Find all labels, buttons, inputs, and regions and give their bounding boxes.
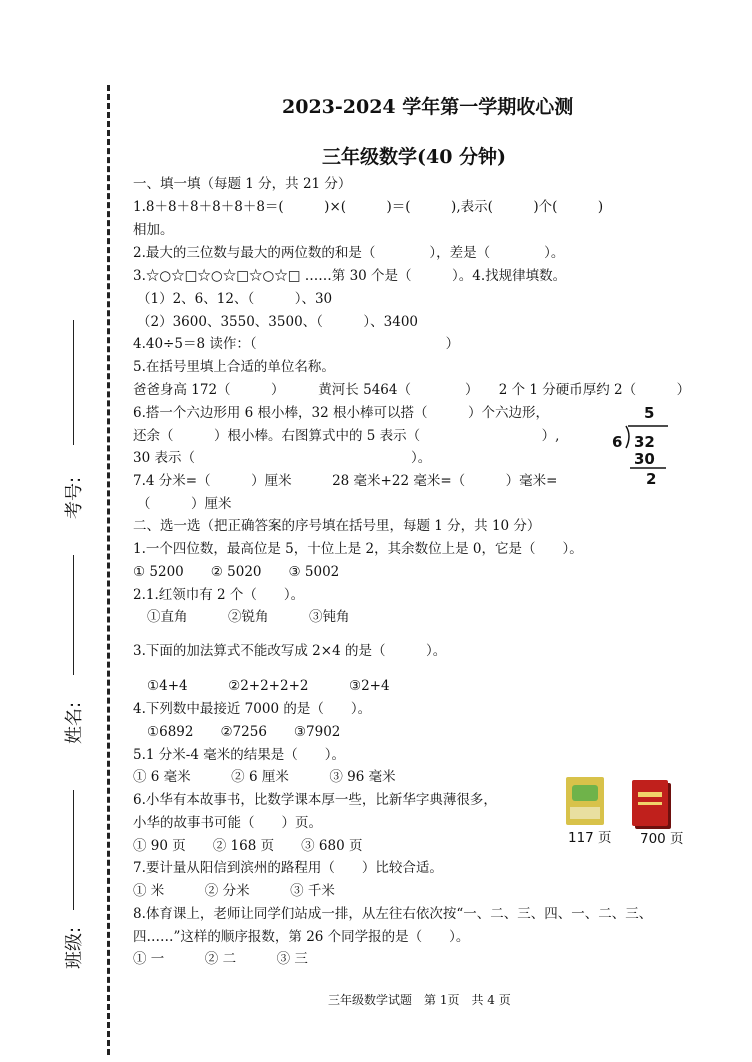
question-line: 4.下列数中最接近 7000 的是（ ）。 [133, 701, 372, 717]
question-line: 8.体育课上，老师让同学们站成一排，从左往右依次按“一、二、三、四、一、二、三、 [133, 906, 653, 922]
division-product: 30 [634, 450, 655, 468]
class-label: 班级: [64, 926, 86, 970]
question-line: 5.1 分米-4 毫米的结果是（ ）。 [133, 747, 345, 763]
option-line: ① 米 ② 分米 ③ 千米 [133, 883, 335, 899]
option-line: ① 一 ② 二 ③ 三 [133, 951, 308, 967]
option-line: ① 90 页 ② 168 页 ③ 680 页 [133, 838, 363, 854]
division-dividend: 32 [634, 433, 655, 451]
question-line: 7.4 分米=（ ）厘米 28 毫米+22 毫米=（ ）毫米= [133, 473, 558, 489]
page-footer: 三年级数学试题 第 1页 共 4 页 [328, 993, 511, 1007]
exam-no-label: 考号: [64, 476, 86, 520]
page-title: 2023-2024 学年第一学期收心测 [282, 96, 574, 118]
question-line: （1）2、6、12、（ ）、30 [137, 291, 333, 307]
math-book-pages: 117 页 [568, 830, 612, 846]
option-line: ①6892 ②7256 ③7902 [147, 724, 341, 740]
section-heading-1: 一、填一填（每题 1 分，共 21 分） [133, 176, 352, 192]
name-label: 姓名: [64, 701, 86, 745]
division-remainder: 2 [646, 470, 657, 488]
dictionary-image [632, 780, 668, 826]
question-line: 7.要计量从阳信到滨州的路程用（ ）比较合适。 [133, 860, 443, 876]
question-line: 5.在括号里填上合适的单位名称。 [133, 359, 335, 375]
question-line: 相加。 [133, 222, 174, 238]
question-line: 2.最大的三位数与最大的两位数的和是（ ），差是（ ）。 [133, 245, 565, 261]
option-line: ①4+4 ②2+2+2+2 ③2+4 [147, 678, 390, 694]
fold-dashed-line [107, 85, 110, 1055]
name-blank[interactable] [73, 555, 74, 675]
question-line: 30 表示（ ）。 [133, 450, 432, 466]
long-division-figure [610, 404, 670, 486]
question-line: 3.☆○☆□☆○☆□☆○☆□ ……第 30 个是（ ）。4.找规律填数。 [133, 268, 567, 284]
question-line: 4.40÷5＝8 读作：（ ） [133, 336, 460, 352]
class-blank[interactable] [73, 790, 74, 910]
dictionary-pages: 700 页 [640, 831, 684, 847]
exam-no-blank[interactable] [73, 320, 74, 445]
question-line: （ ）厘米 [137, 496, 232, 512]
question-line: 6.搭一个六边形用 6 根小棒，32 根小棒可以搭（ ）个六边形， [133, 405, 550, 421]
math-textbook-image [566, 777, 604, 825]
question-line: 1.一个四位数，最高位是 5，十位上是 2，其余数位上是 0，它是（ ）。 [133, 541, 583, 557]
option-line: ① 6 毫米 ② 6 厘米 ③ 96 毫米 [133, 769, 396, 785]
section-heading-2: 二、选一选（把正确答案的序号填在括号里，每题 1 分，共 10 分） [133, 518, 541, 534]
question-line: （2）3600、3550、3500、（ ）、3400 [137, 314, 419, 330]
division-divisor: 6 [612, 433, 623, 451]
question-line: 还余（ ）根小棒。右图算式中的 5 表示（ ）, [133, 428, 560, 444]
option-line: ①直角 ②锐角 ③钝角 [147, 609, 350, 625]
division-quotient: 5 [644, 404, 655, 422]
question-line: 四……”这样的顺序报数，第 26 个同学报的是（ ）。 [133, 929, 470, 945]
question-line: 6.小华有本故事书，比数学课本厚一些，比新华字典薄很多， [133, 792, 497, 808]
option-line: ① 5200 ② 5020 ③ 5002 [133, 564, 340, 580]
question-line: 1.8＋8＋8＋8＋8＋8＝( )×( )＝( ),表示( )个( ) [133, 199, 604, 215]
question-line: 小华的故事书可能（ ）页。 [133, 815, 322, 831]
division-bracket [610, 404, 670, 486]
question-line: 3.下面的加法算式不能改写成 2×4 的是（ ）。 [133, 643, 447, 659]
question-line: 爸爸身高 172（ ） 黄河长 5464（ ） 2 个 1 分硬币厚约 2（ ） [133, 382, 691, 398]
page-subtitle: 三年级数学(40 分钟) [322, 146, 507, 168]
question-line: 2.1.红领巾有 2 个（ ）。 [133, 587, 305, 603]
